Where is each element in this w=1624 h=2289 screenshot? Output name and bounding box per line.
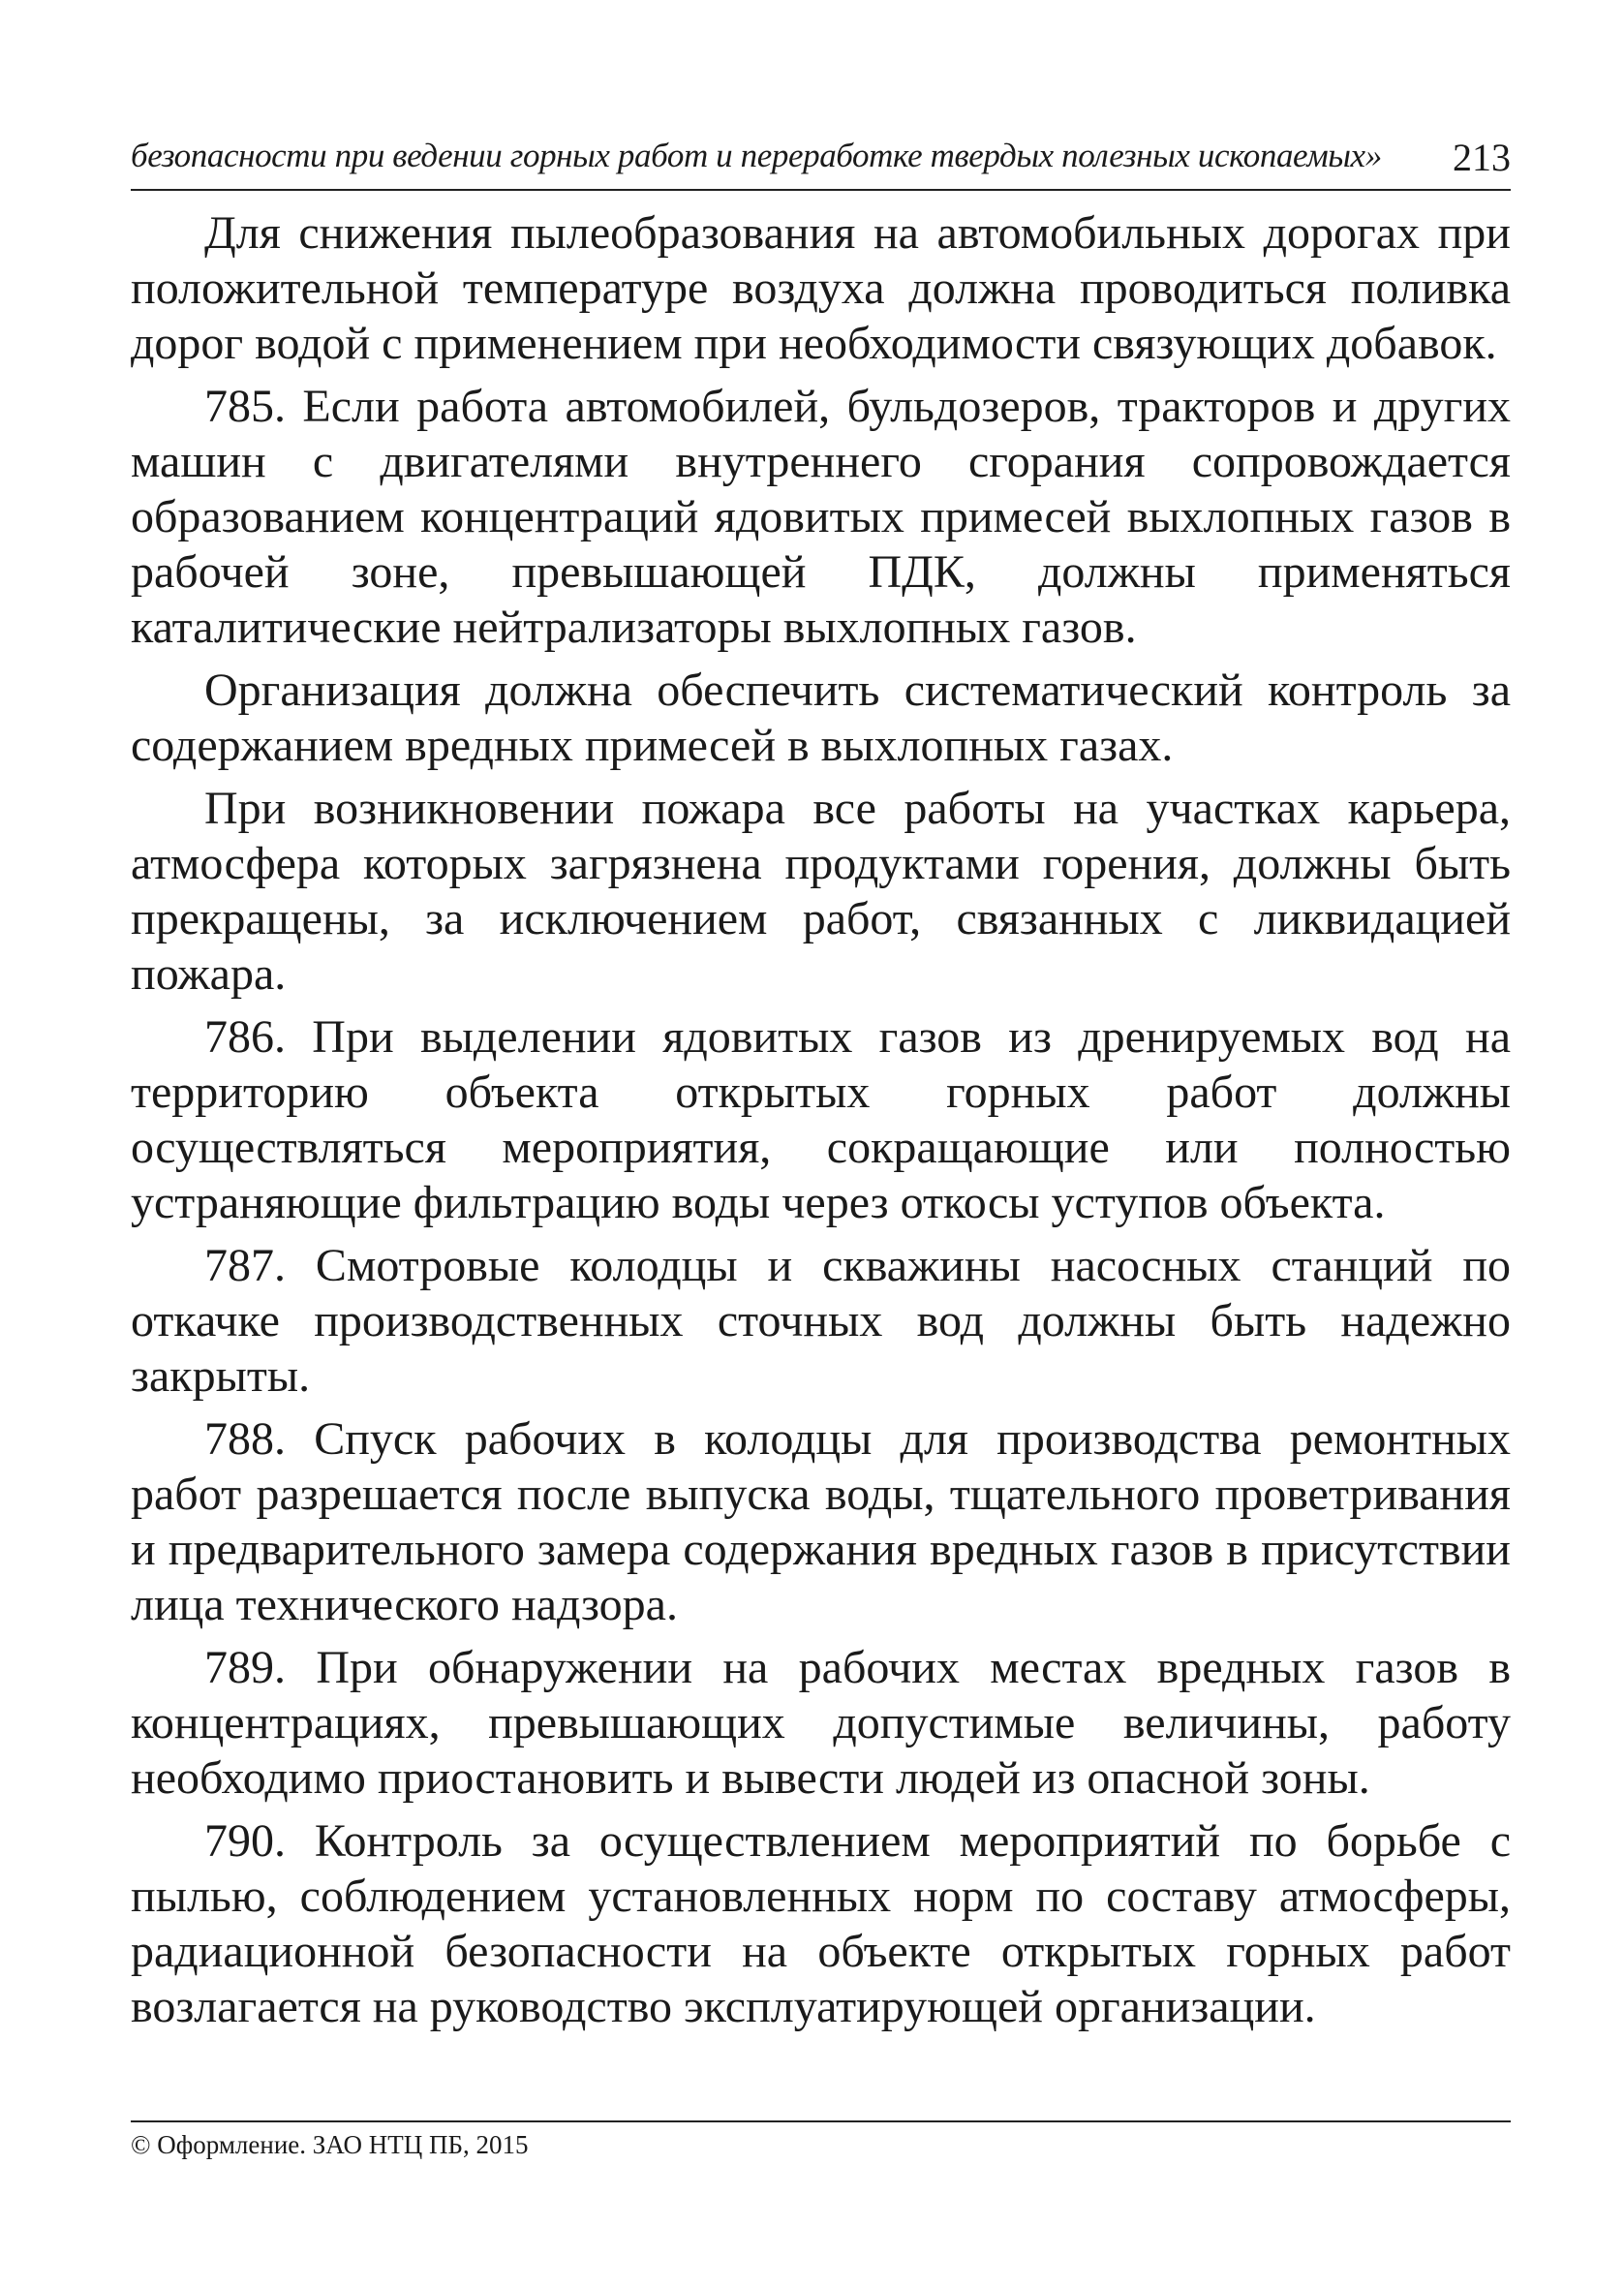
paragraph-789: 789. При обнаружении на рабочих местах вредных газов в концентрациях, превышающих допустимые величины, работу необходимо приостановить и вывести людей из опасной зоны.: [131, 1642, 1511, 1804]
paragraph-787: 787. Смотровые колодцы и скважины насосных станций по откачке производственных сточных вод должны быть надежно закрыты.: [131, 1240, 1511, 1402]
page-number: 213: [1453, 136, 1511, 179]
paragraph-fire: При возникновении пожара все работы на участках карьера, атмосфера которых загрязнена продуктами горения, должны быть прекращены, за исключением работ, связанных с ликвидацией пожара.: [131, 783, 1511, 1000]
paragraph-exhaust-control: Организация должна обеспечить систематический контроль за содержанием вредных примесей в выхлопных газах.: [131, 665, 1511, 771]
body-text: [131, 205, 1511, 2042]
footer-copyright: © Оформление. ЗАО НТЦ ПБ, 2015: [131, 2130, 529, 2159]
paragraph-dust-suppression: Для снижения пылеобразования на автомобильных дорогах при положительной температуре воздуха должна проводиться поливка дорог водой с применением при необходимости связующих добавок.: [131, 207, 1511, 369]
footer-divider: [131, 2120, 1511, 2122]
running-header-title: безопасности при ведении горных работ и переработке твердых полезных ископаемых»: [131, 137, 1382, 174]
paragraph-786: 786. При выделении ядовитых газов из дренируемых вод на территорию объекта открытых горных работ должны осуществляться мероприятия, сокращающие или полностью устраняющие фильтрацию воды через откосы уступов объекта.: [131, 1011, 1511, 1228]
paragraph-788: 788. Спуск рабочих в колодцы для производства ремонтных работ разрешается после выпуска воды, тщательного проветривания и предварительного замера содержания вредных газов в присутствии лица технического надзора.: [131, 1413, 1511, 1630]
running-header: [131, 133, 1511, 191]
paragraph-785: 785. Если работа автомобилей, бульдозеров, тракторов и других машин с двигателями внутреннего сгорания сопровождается образованием концентраций ядовитых примесей выхлопных газов в рабочей зоне, превышающей ПДК, должны применяться каталитические нейтрализаторы выхлопных газов.: [131, 381, 1511, 653]
paragraph-790: 790. Контроль за осуществлением мероприятий по борьбе с пылью, соблюдением установленных норм по составу атмосферы, радиационной безопасности на объекте открытых горных работ возлагается на руководство эксплуатирующей организации.: [131, 1815, 1511, 2032]
